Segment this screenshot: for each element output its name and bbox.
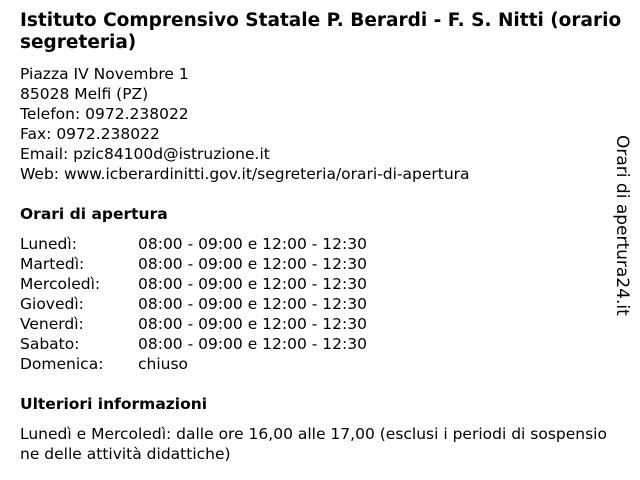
day-label: Lunedì:	[20, 235, 77, 253]
web-line: Web: www.icberardinitti.gov.it/segreteria/orari-di-apertura	[20, 165, 470, 183]
hours-row-tuesday	[20, 254, 367, 274]
address-street: Piazza IV Novembre 1	[20, 65, 189, 83]
day-label: Venerdì:	[20, 315, 84, 333]
contact-block	[20, 64, 470, 184]
day-hours: 08:00 - 09:00 e 12:00 - 12:30	[138, 315, 367, 333]
info-heading: Ulteriori informazioni	[20, 395, 208, 413]
hours-table	[20, 234, 367, 374]
day-hours: 08:00 - 09:00 e 12:00 - 12:30	[138, 335, 367, 353]
hours-heading: Orari di apertura	[20, 205, 168, 223]
email-line: Email: pzic84100d@istruzione.it	[20, 145, 270, 163]
hours-row-saturday	[20, 334, 367, 354]
day-label: Mercoledì:	[20, 275, 101, 293]
day-label: Martedì:	[20, 255, 85, 273]
day-hours: chiuso	[138, 355, 189, 373]
phone-line: Telefon: 0972.238022	[20, 105, 189, 123]
hours-row-friday	[20, 314, 367, 334]
day-label: Sabato:	[20, 335, 80, 353]
fax-line: Fax: 0972.238022	[20, 125, 160, 143]
hours-row-sunday	[20, 354, 367, 374]
info-text: Lunedì e Mercoledì: dalle ore 16,00 alle 17,00 (esclusi i periodi di sospensione delle attività didattiche)	[20, 425, 607, 463]
day-hours: 08:00 - 09:00 e 12:00 - 12:30	[138, 275, 367, 293]
page-title: Istituto Comprensivo Statale P. Berardi - F. S. Nitti (orario segreteria)	[20, 10, 622, 53]
hours-row-monday	[20, 234, 367, 254]
hours-row-wednesday	[20, 274, 367, 294]
day-hours: 08:00 - 09:00 e 12:00 - 12:30	[138, 235, 367, 253]
day-label: Domenica:	[20, 355, 104, 373]
day-hours: 08:00 - 09:00 e 12:00 - 12:30	[138, 255, 367, 273]
hours-row-thursday	[20, 294, 367, 314]
address-city: 85028 Melfi (PZ)	[20, 85, 149, 103]
day-hours: 08:00 - 09:00 e 12:00 - 12:30	[138, 295, 367, 313]
day-label: Giovedì:	[20, 295, 84, 313]
site-watermark: Orari di apertura24.it	[612, 135, 632, 316]
